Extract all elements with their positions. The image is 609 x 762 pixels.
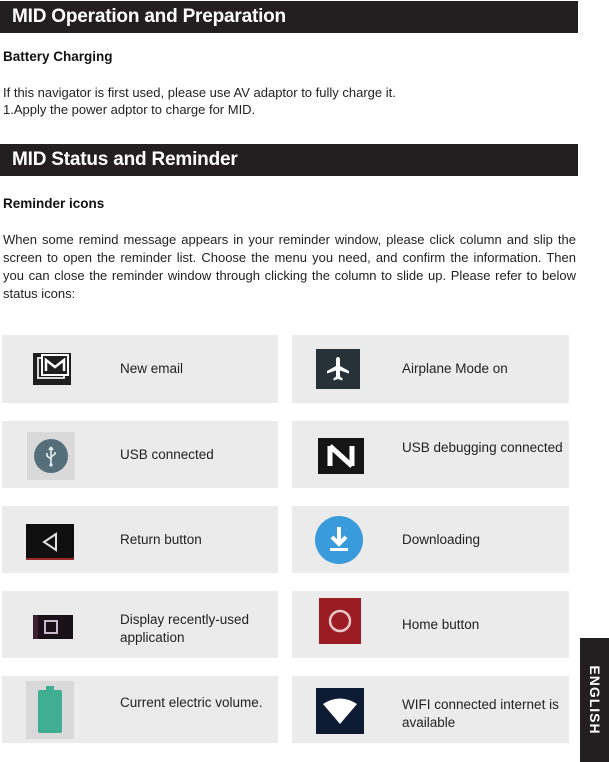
icon-cell-usb-debugging: [292, 421, 569, 488]
icon-label: USB debugging connected: [402, 440, 563, 455]
usb-icon: [27, 432, 75, 480]
section-heading-status: MID Status and Reminder: [0, 144, 578, 176]
icon-label: Return button: [120, 532, 202, 547]
icon-cell-wifi: [292, 676, 569, 743]
download-icon: [314, 515, 364, 565]
icon-cell-battery: [2, 676, 278, 743]
icon-cell-recent-apps: [2, 591, 278, 658]
icon-label: New email: [120, 361, 184, 376]
icon-cell-downloading: [292, 506, 569, 573]
icon-cell-return: [2, 506, 278, 573]
icon-label: Downloading: [402, 532, 481, 547]
icon-label: USB connected: [120, 447, 214, 462]
airplane-icon: [316, 349, 360, 389]
charging-text-line-1: If this navigator is first used, please use AV adaptor to fully charge it.: [3, 85, 396, 100]
icon-label: WIFI connected internet is available: [402, 697, 559, 730]
battery-icon: [26, 681, 74, 739]
language-side-tab: [580, 638, 609, 762]
icon-cell-home: [292, 591, 569, 658]
icon-label: Current electric volume.: [120, 695, 263, 710]
home-icon: [319, 598, 361, 644]
icon-label: Display recently-used application: [120, 612, 250, 645]
recent-apps-icon: [33, 615, 73, 639]
mail-icon: [33, 353, 71, 385]
usb-debug-icon: [318, 438, 364, 474]
icon-label: Home button: [402, 617, 480, 632]
icon-cell-usb-connected: [2, 421, 278, 488]
wifi-icon: [316, 688, 364, 734]
back-icon: [26, 524, 74, 560]
reminder-icons-subheading: Reminder icons: [3, 196, 105, 211]
icon-cell-new-email: [2, 335, 278, 403]
section-heading-operation: MID Operation and Preparation: [0, 1, 578, 33]
reminder-paragraph: When some remind message appears in your reminder window, please click column and slip the screen to open the reminder list. Choose the menu you need, and confirm the information. Then you can close the reminder window through clicking the column to slide up. Please refer to below status icons:: [3, 232, 576, 301]
icon-label: Airplane Mode on: [402, 361, 508, 376]
charging-text-line-2: 1.Apply the power adptor to charge for MID.: [3, 102, 256, 117]
battery-charging-subheading: Battery Charging: [3, 49, 113, 64]
icon-cell-airplane: [292, 335, 569, 403]
language-tab-label: ENGLISH: [586, 665, 603, 735]
